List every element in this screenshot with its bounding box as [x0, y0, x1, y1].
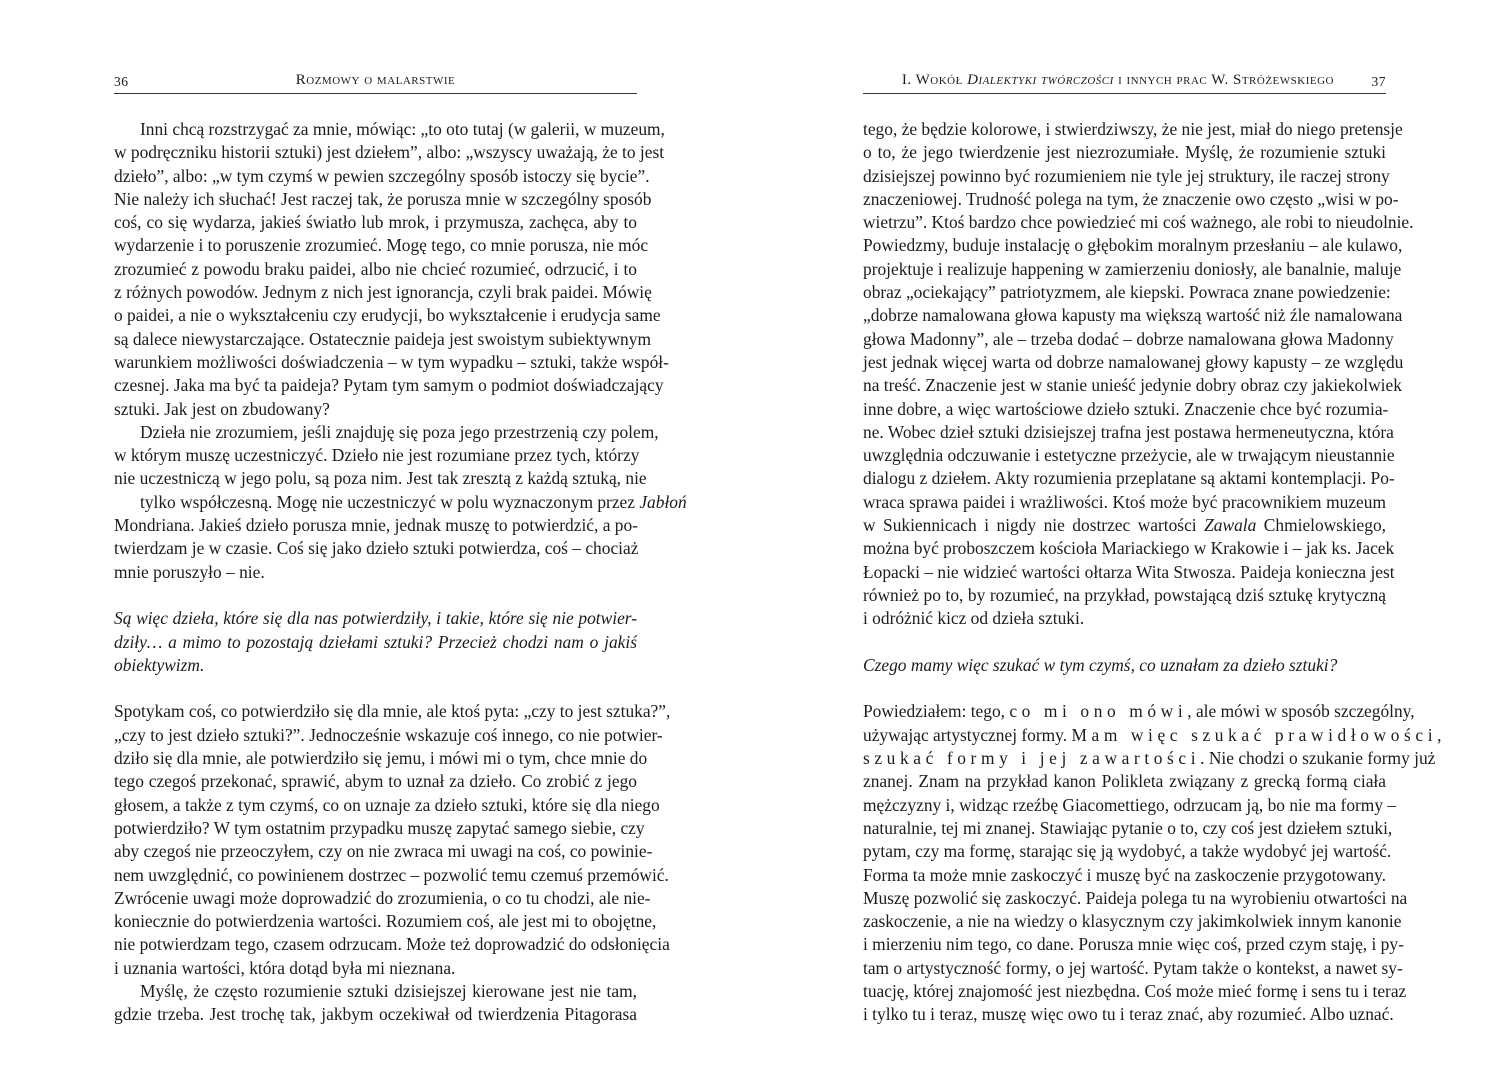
text-line: jest jednak więcej warta od dobrze namalowanej głowy kapusty – ze względu	[863, 351, 1404, 372]
text-line: potwierdziło? W tym ostatnim przypadku muszę zapytać samego siebie, czy	[114, 817, 645, 838]
text-line: uwzględnia odczuwanie i estetyczne przeżycie, ale w trwającym nieustannie	[863, 445, 1395, 466]
text-line: o to, że jego twierdzenie jest niezrozumiałe. Myślę, że rozumienie sztuki	[863, 142, 1386, 163]
text-line: głowa Madonny”, ale – trzeba dodać – dobrze namalowana głowa Madonny	[863, 328, 1394, 349]
question-line: obiektywizm.	[114, 654, 205, 675]
text-line: na treść. Znaczenie jest w stanie unieść jedynie dobry obraz czy jakiekolwiek	[863, 375, 1402, 396]
text-line: inne dobre, a więc wartościowe dzieło sztuki. Znaczenie chce być rozumia-	[863, 398, 1389, 419]
text-line: można być proboszczem kościoła Mariackiego w Krakowie i – jak ks. Jacek	[863, 538, 1395, 559]
text-line: wydarzenie i to poruszenie zrozumieć. Mogę tego, co mnie porusza, nie móc	[114, 235, 649, 256]
text-line: twierdzam je w czasie. Coś się jako dzieło sztuki potwierdza, coś – chociaż	[114, 538, 639, 559]
paragraph	[114, 514, 637, 584]
running-head-title: Rozmowy o malarstwie	[295, 72, 456, 88]
text-line: Mondriana. Jakieś dzieło porusza mnie, jednak muszę to potwierdzić, a po-	[114, 515, 638, 536]
text-line: coś, co się wydarza, jakieś światło lub mrok, i przymusza, zachęca, aby to	[114, 212, 637, 233]
text-line: koniecznie do potwierdzenia wartości. Rozumiem coś, ale jest mi to obojętne,	[114, 911, 657, 932]
text-line: głosem, a także z tym czymś, co on uznaje za dzieło sztuki, które się dla niego	[114, 794, 660, 815]
text-line: mnie poruszyło – nie.	[114, 561, 265, 582]
text-line: ne. Wobec dzieł sztuki dzisiejszej trafna jest postawa hermeneutyczna, która	[863, 421, 1394, 442]
text-line: w Sukiennicach i nigdy nie dostrzec wartości Zawala Chmielowskiego,	[863, 515, 1386, 536]
text-line: tam o artystyczność formy, o jej wartość. Pytam także o kontekst, a nawet sy-	[863, 957, 1403, 978]
interviewer-question	[114, 607, 637, 677]
page-number: 37	[1371, 74, 1386, 89]
text-line: naturalnie, tej mi znanej. Stawiając pytanie o to, czy coś jest dziełem sztuki,	[863, 817, 1393, 838]
paragraph	[114, 421, 659, 491]
text-line: Zwrócenie uwagi może doprowadzić do zrozumienia, o co tu chodzi, ale nie-	[114, 887, 651, 908]
text-line: i uznania wartości, która dotąd była mi nieznana.	[114, 957, 456, 978]
artwork-title: Jabłoń	[639, 491, 687, 512]
question-line: Są więc dzieła, które się dla nas potwierdziły, i takie, które się nie potwier-	[114, 608, 637, 629]
text-line: Forma ta może mnie zaskoczyć i muszę być na zaskoczenie przygotowany.	[863, 864, 1386, 885]
text-line: tego czegoś przekonać, sprawić, abym to uznał za dzieło. Co zrobić z jego	[114, 771, 637, 792]
text-line: zrozumieć z powodu braku paidei, albo nie chcieć rozumieć, odrzucić, i to	[114, 258, 637, 279]
text-line: z różnych powodów. Jednym z nich jest ignorancja, czyli brak paidei. Mówię	[114, 282, 652, 303]
paragraph	[863, 118, 1414, 514]
text-line: tego, że będzie kolorowe, i stwierdziwszy, że nie jest, miał do niego pretensje	[863, 119, 1403, 139]
interviewer-question: Czego mamy więc szukać w tym czymś, co uznałam za dzieło sztuki?	[863, 654, 1338, 675]
left-running-head	[114, 71, 637, 94]
text-line: nie uczestniczą w jego polu, są poza nim. Jest tak zresztą z każdą sztuką, nie	[114, 468, 647, 489]
text-line: dzisiejszej powinno być rozumieniem nie tyle jej struktury, ile raczej strony	[863, 165, 1390, 186]
text-line: Inni chcą rozstrzygać za mnie, mówiąc: „to oto tutaj (w galerii, w muzeum,	[140, 119, 665, 139]
text-line: wietrzu”. Ktoś bardzo chce powiedzieć mi coś ważnego, ale robi to nieudolnie.	[863, 212, 1414, 233]
text-line: mężczyzny i, widząc rzeźbę Giacomettiego, odrzucam ją, bo nie ma formy –	[863, 794, 1397, 815]
spaced-emphasis: co mi ono mówi	[1009, 701, 1188, 722]
text-line: i mierzeniu nim tego, co dane. Porusza mnie więc coś, przed czym staję, i py-	[863, 934, 1404, 955]
question-line: dziły… a mimo to pozostają dziełami sztuki? Przecież chodzi nam o jakiś	[114, 631, 637, 652]
text-line: sztuki. Jak jest on zbudowany?	[114, 398, 330, 419]
text-line: znanej. Znam na przykład kanon Polikleta związany z grecką formą ciała	[863, 771, 1386, 792]
text-line: o paidei, a nie o wykształceniu czy erudycji, bo wykształcenie i erudycja same	[114, 305, 661, 326]
text-line: są dalece niewystarczające. Ostatecznie paideja jest swoistym subiektywnym	[114, 328, 651, 349]
text-line: i tylko tu i teraz, muszę więc owo tu i teraz znać, aby rozumieć. Albo uznać.	[863, 1004, 1394, 1025]
text-line: wraca sprawa paidei i wrażliwości. Ktoś może być pracownikiem muzeum	[863, 491, 1386, 512]
text-line: Myślę, że często rozumienie sztuki dzisiejszej kierowane jest nie tam,	[140, 980, 637, 1001]
text-line: czesnej. Jaka ma być ta paideja? Pytam tym samym o podmiot doświadczający	[114, 375, 664, 396]
text-line: gdzie trzeba. Jest trochę tak, jakbym oczekiwał od twierdzenia Pitagorasa	[114, 1004, 637, 1025]
text-line: Dzieła nie zrozumiem, jeśli znajduję się poza jego przestrzenią czy polem,	[140, 421, 659, 442]
text-line: tuację, której znajomość jest niezbędna. Coś może mieć formę i sens tu i teraz	[863, 980, 1407, 1001]
text-line: Muszę pozwolić się zaskoczyć. Paideja polega tu na wyrobieniu otwartości na	[863, 887, 1408, 908]
text-line: używając artystycznej formy. Mam więc szukać prawidłowości,	[863, 724, 1447, 745]
artwork-title: Zawala	[1204, 515, 1257, 536]
spaced-emphasis: Mam więc szukać prawidłowości,	[1071, 724, 1447, 745]
text-line: projektuje i realizuje happening w zamierzeniu doniosły, ale banalnie, maluje	[863, 258, 1402, 279]
text-line: znaczeniowej. Trudność polega na tym, że znaczenie owo często „wisi w po-	[863, 188, 1399, 209]
text-line: pytam, czy ma formę, starając się ją wydobyć, a także wydobyć jej wartość.	[863, 841, 1392, 862]
text-line: i odróżnić kicz od dzieła sztuki.	[863, 608, 1085, 629]
text-line: w podręczniku historii sztuki) jest dziełem”, albo: „wszyscy uważają, że to jest	[114, 142, 665, 163]
text-line: obraz „ociekający” patriotyzmem, ale kiepski. Powraca znane powiedzenie:	[863, 282, 1391, 303]
paragraph	[114, 118, 669, 421]
text-line: Powiedzmy, buduje instalację o głębokim moralnym przesłaniu – ale kulawo,	[863, 235, 1403, 256]
text-line: Nie należy ich słuchać! Jest raczej tak, że porusza mnie w szczególny sposób	[114, 188, 652, 209]
page-number: 36	[114, 74, 129, 89]
left-page-text	[114, 118, 687, 1027]
text-line: dzieło”, albo: „w tym czymś w pewien szczególny sposób istoczy się bycie”.	[114, 165, 650, 186]
paragraph	[114, 980, 637, 1027]
paragraph	[114, 700, 671, 980]
text-line: dziło się dla mnie, ale potwierdziło się jemu, i mówi mi o tym, chce mnie do	[114, 748, 648, 769]
text-line: szukać formy i jej zawartości. Nie chodzi o szukanie formy już	[863, 748, 1436, 769]
text-line: w którym muszę uczestniczyć. Dzieło nie jest rozumiane przez tych, którzy	[114, 445, 640, 466]
paragraph	[863, 537, 1395, 630]
text-line: „dobrze namalowana głowa kapusty ma większą wartość niż źle namalowana	[863, 305, 1403, 326]
text-line: również po to, by rozumieć, na przykład, powstającą dziś sztukę krytyczną	[863, 584, 1386, 605]
paragraph	[863, 770, 1408, 1026]
text-line: „czy to jest dzieło sztuki?”. Jednocześnie wskazuje coś innego, co nie potwier-	[114, 724, 663, 745]
text-line: dialogu z dziełem. Akty rozumienia przeplatane są aktami kontemplacji. Po-	[863, 468, 1395, 489]
right-page-text	[863, 118, 1447, 1027]
text-line: aby czegoś nie przeoczyłem, czy on nie zwraca mi uwagi na coś, co powinie-	[114, 841, 653, 862]
right-running-head	[863, 71, 1386, 94]
text-line: Powiedziałem: tego, co mi ono mówi, ale mówi w sposób szczególny,	[863, 701, 1415, 722]
text-line: zaskoczenie, a nie na wiedzy o klasycznym czy jakimkolwiek innym kanonie	[863, 911, 1402, 932]
spaced-emphasis: szukać formy i jej zawartości	[863, 748, 1201, 769]
text-line: warunkiem możliwości doświadczenia – w tym wypadku – sztuki, także współ-	[114, 351, 669, 372]
text-line: Spotykam coś, co potwierdziło się dla mnie, ale ktoś pyta: „czy to jest sztuka?”,	[114, 701, 671, 722]
text-line: nem uwzględnić, co powinienem dostrzec – pozwolić temu czemuś przemówić.	[114, 864, 669, 885]
text-line: tylko współczesną. Mogę nie uczestniczyć w polu wyznaczonym przez Jabłoń	[140, 491, 687, 512]
text-line: Łopacki – nie widzieć wartości ołtarza Wita Stwosza. Paideja konieczna jest	[863, 561, 1395, 582]
text-line: nie potwierdzam tego, czasem odrzucam. Może też doprowadzić do odsłonięcia	[114, 934, 670, 955]
running-head-title: I. Wokół Dialektyki twórczości i innych prac W. Stróżewskiego	[901, 72, 1334, 88]
